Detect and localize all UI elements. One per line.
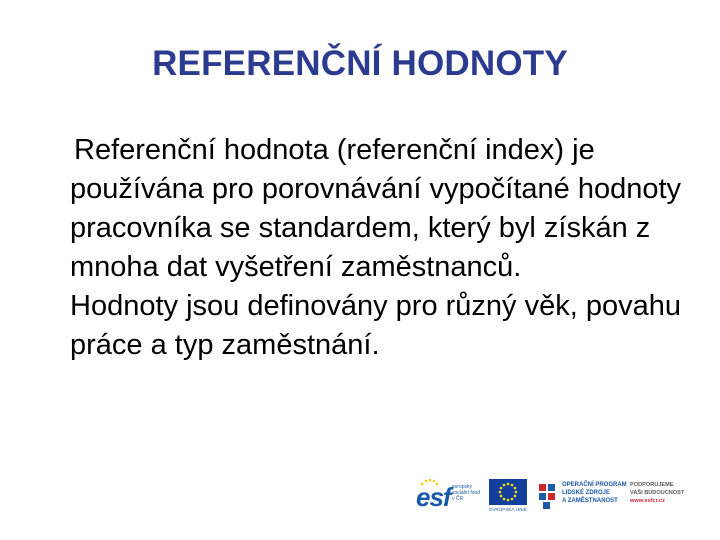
footer-logos [416,478,706,516]
op-figures-icon [538,482,556,510]
support-url: www.esfcr.cz [630,498,665,504]
slide-body [70,131,700,365]
eu-caption: EVROPSKÁ UNIE [489,507,527,512]
body-paragraph: Hodnoty jsou definovány pro různý věk, povahu práce a typ zaměstnání. [70,290,681,361]
op-line1: OPERAČNÍ PROGRAM [562,482,627,488]
support-logo [630,480,706,516]
esf-small-text: evropský sociální fond v ČR [452,484,481,502]
body-paragraph: Referenční hodnota (referenční index) je používána pro porovnávání vypočítané hodnoty pracovníka se standardem, který byl získán z mnoha dat vyšetření zaměstnanců. [70,134,682,283]
support-line1: PODPORUJEME [630,482,674,488]
esf-logo [416,478,481,514]
eu-logo [486,479,530,515]
support-line2: VAŠI BUDOUCNOST [630,490,685,496]
op-line2: LIDSKÉ ZDROJE [562,490,611,496]
op-text [562,481,627,505]
slide-title: REFERENČNÍ HODNOTY [152,44,568,83]
eu-flag-icon [489,479,527,505]
op-line3: A ZAMĚSTNANOST [562,498,618,504]
op-logo [538,480,627,516]
esf-letters: esf [416,482,451,512]
support-text [630,481,684,505]
